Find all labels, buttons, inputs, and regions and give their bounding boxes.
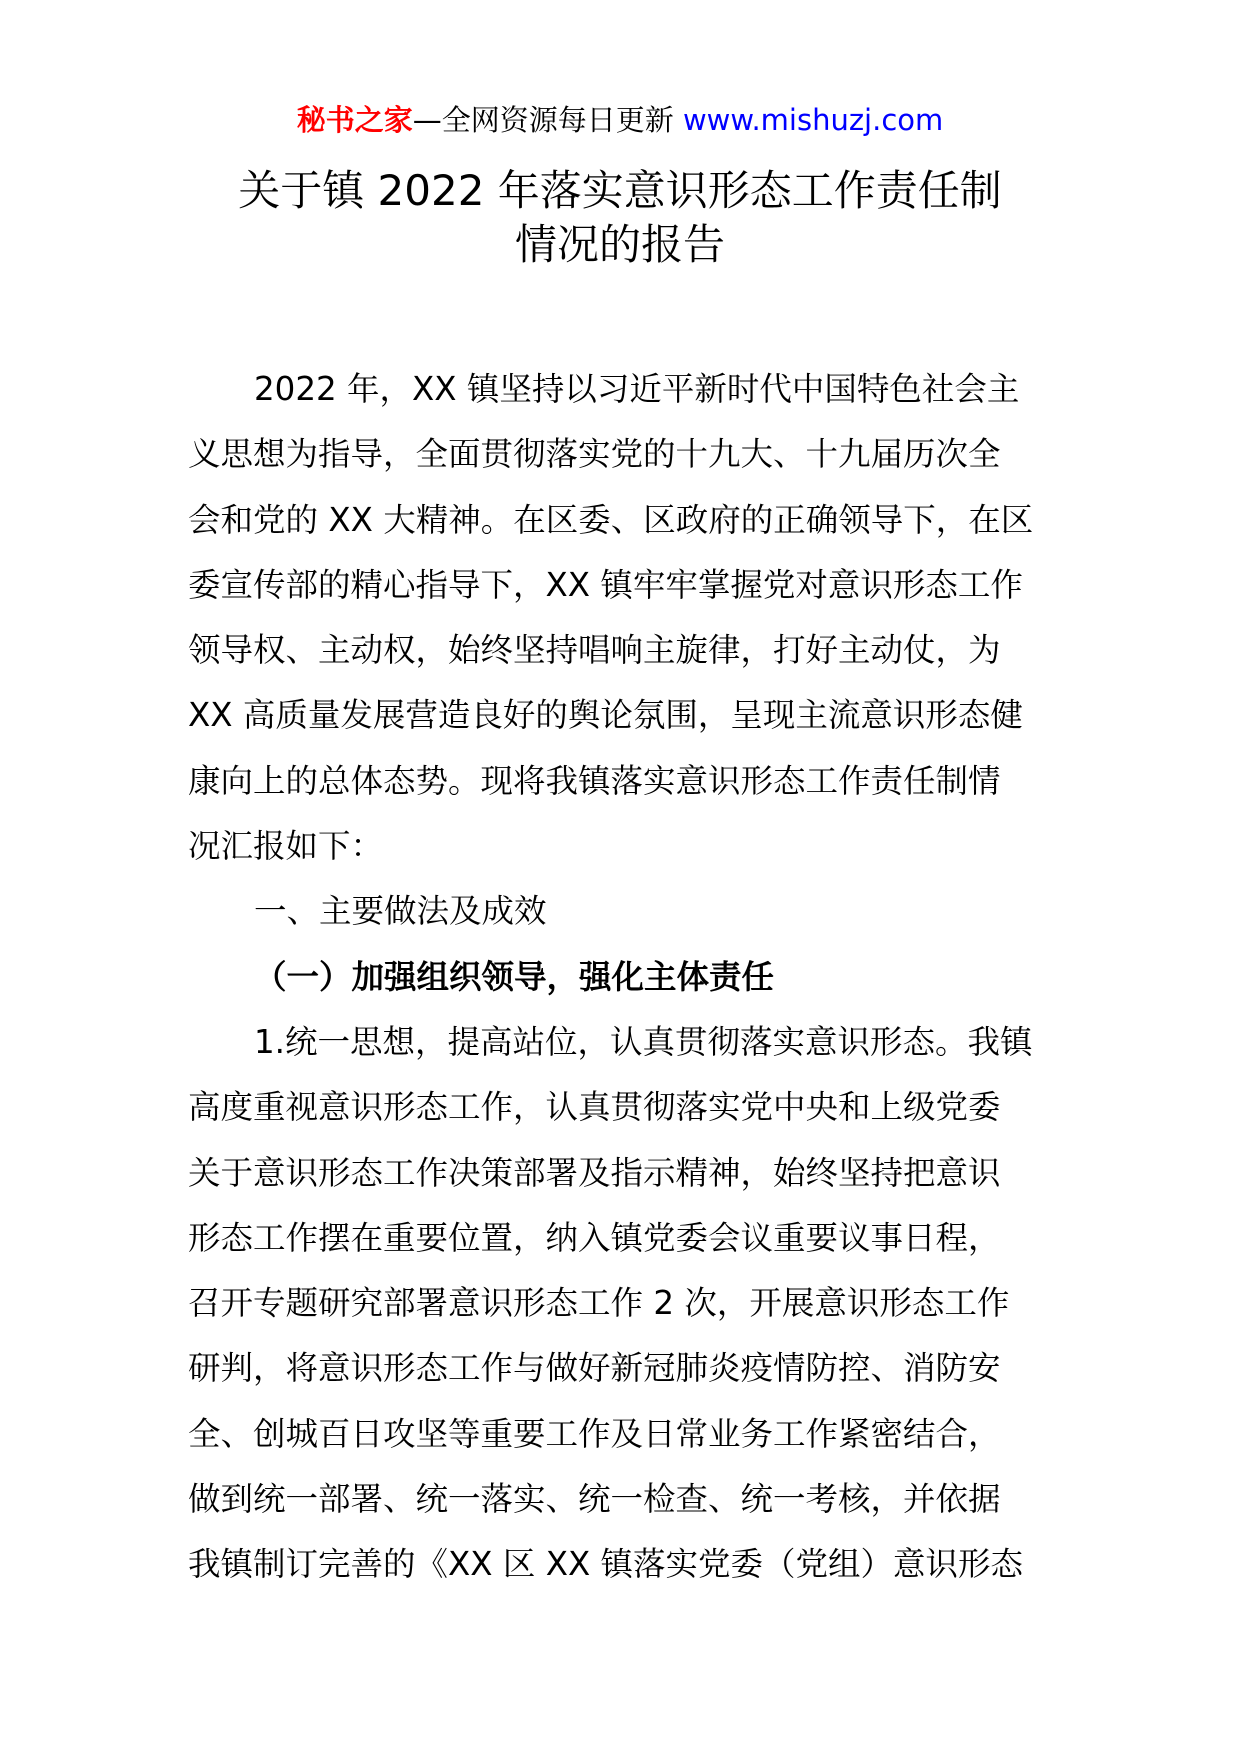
paragraph-line: 会和党的 XX 大精神。在区委、区政府的正确领导下，在区 [188, 500, 1034, 539]
paragraph-line: 做到统一部署、统一落实、统一检查、统一考核，并依据 [188, 1480, 1001, 1519]
document-body [188, 357, 1054, 1598]
title-line-2: 情况的报告 [514, 220, 725, 269]
header-tagline: —全网资源每日更新 [412, 103, 683, 137]
paragraph-line: 2022 年，XX 镇坚持以习近平新时代中国特色社会主 [254, 370, 1020, 408]
paragraph-line: 委宣传部的精心指导下，XX 镇牢牢掌握党对意识形态工作 [188, 565, 1023, 604]
paragraph-line: 高度重视意识形态工作，认真贯彻落实党中央和上级党委 [188, 1088, 1001, 1127]
paragraph-line: XX 高质量发展营造良好的舆论氛围，呈现主流意识形态健 [188, 696, 1023, 735]
paragraph-line: 领导权、主动权，始终坚持唱响主旋律，打好主动仗，为 [188, 631, 1001, 670]
paragraph-line: 召开专题研究部署意识形态工作 2 次，开展意识形态工作 [188, 1284, 1010, 1323]
subsection-heading: （一）加强组织领导，强化主体责任 [254, 957, 775, 996]
paragraph-line: 关于意识形态工作决策部署及指示精神，始终坚持把意识 [188, 1153, 1001, 1192]
site-header [0, 100, 1240, 140]
paragraph-line: 义思想为指导，全面贯彻落实党的十九大、十九届历次全 [188, 435, 1001, 474]
paragraph-line: 1.统一思想，提高站位，认真贯彻落实意识形态。我镇 [254, 1022, 1033, 1061]
brand-name: 秘书之家 [296, 103, 413, 137]
paragraph-line: 全、创城百日攻坚等重要工作及日常业务工作紧密结合， [188, 1414, 1001, 1453]
paragraph-line: 形态工作摆在重要位置，纳入镇党委会议重要议事日程， [188, 1218, 1001, 1257]
paragraph-line: 研判，将意识形态工作与做好新冠肺炎疫情防控、消防安 [188, 1349, 1001, 1388]
section-heading: 一、主要做法及成效 [254, 892, 547, 931]
title-line-1: 关于镇 2022 年落实意识形态工作责任制 [238, 166, 1002, 215]
paragraph-line: 康向上的总体态势。现将我镇落实意识形态工作责任制情 [188, 761, 1001, 800]
paragraph-line: 况汇报如下： [188, 827, 384, 866]
document-title [0, 164, 1240, 272]
site-url: www.mishuzj.com [682, 103, 944, 137]
paragraph-line: 我镇制订完善的《XX 区 XX 镇落实党委（党组）意识形态 [188, 1545, 1024, 1584]
